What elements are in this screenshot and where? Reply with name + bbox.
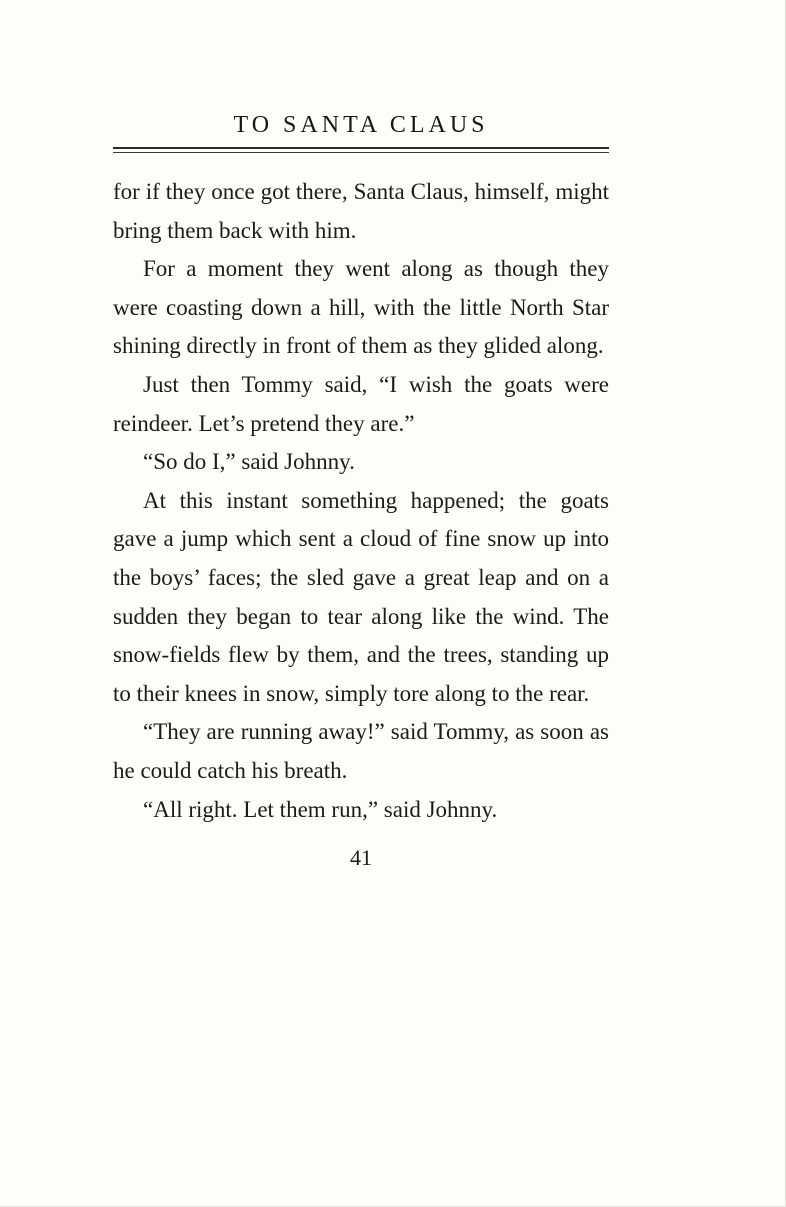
paragraph: “All right. Let them run,” said Johnny. — [143, 796, 498, 822]
paragraph: Just then Tommy said, “I wish the goats were reindeer. Let’s pretend they are.” — [113, 371, 609, 436]
paragraph: for if they once got there, Santa Claus, himself, might bring them back with him. — [113, 179, 609, 243]
running-head-title: TO SANTA CLAUS — [233, 112, 489, 138]
paragraph: “So do I,” said Johnny. — [143, 449, 355, 475]
header-rule — [113, 147, 609, 155]
page-number: 41 — [350, 845, 372, 871]
paragraph: “They are running away!” said Tommy, as soon as he could catch his breath. — [113, 719, 609, 783]
text-block — [113, 112, 609, 871]
paragraph: For a moment they went along as though they were coasting down a hill, with the little North Star shining directly in front of them as they glided along. — [113, 256, 609, 359]
header-rule-thin-line — [113, 152, 609, 153]
paragraph: At this instant something happened; the goats gave a jump which sent a cloud of fine snow up into the boys’ faces; the sled gave a great leap and on a sudden they began to tear along like the wind. The snow-fields flew by them, and the trees, standing up to their knees in snow, simply tore along to the rear. — [113, 487, 609, 706]
body-text — [113, 173, 609, 829]
header-rule-thick-line — [113, 147, 609, 149]
